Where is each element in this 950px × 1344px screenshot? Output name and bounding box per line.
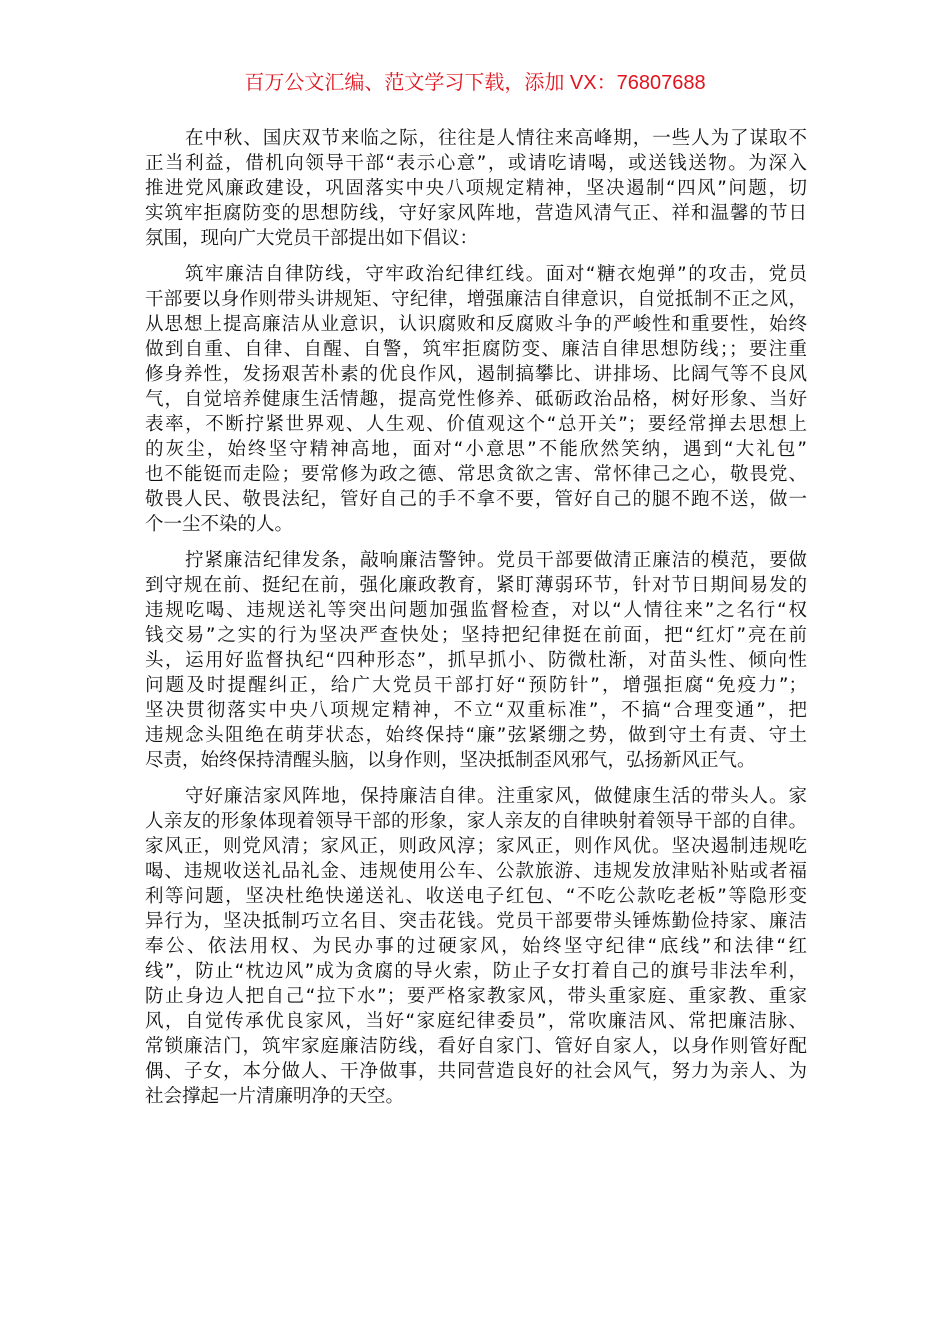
paragraph-line: 常锁廉洁门，筑牢家庭廉洁防线，看好自家门、管好自家人，以身作则管好配 (145, 1036, 807, 1057)
paragraph-line: 坚决贯彻落实中央八项规定精神，不立“双重标准”，不搞“合理变通”，把 (145, 700, 807, 721)
paragraph-line: 修身养性，发扬艰苦朴素的优良作风，遏制搞攀比、讲排场、比阔气等不良风 (145, 364, 807, 385)
paragraph-line: 到守规在前、挺纪在前，强化廉政教育，紧盯薄弱环节，针对节日期间易发的 (145, 575, 807, 596)
paragraph (145, 262, 807, 537)
paragraph-line: 气，自觉培养健康生活情趣，提高党性修养、砥砺政治品格，树好形象、当好 (145, 389, 807, 410)
paragraph-line: 干部要以身作则带头讲规矩、守纪律，增强廉洁自律意识，自觉抵制不正之风， (145, 289, 807, 310)
paragraph-line: 守好廉洁家风阵地，保持廉洁自律。注重家风，做健康生活的带头人。家 (185, 786, 807, 807)
paragraph-line: 做到自重、自律、自醒、自警，筑牢拒腐防变、廉洁自律思想防线；；要注重 (145, 339, 807, 360)
paragraph-line: 拧紧廉洁纪律发条，敲响廉洁警钟。党员干部要做清正廉洁的模范，要做 (185, 550, 807, 571)
paragraph-line: 钱交易”之实的行为坚决严查快处；坚持把纪律挺在前面，把“红灯”亮在前 (145, 625, 807, 646)
paragraph-line: 线”，防止“枕边风”成为贪腐的导火索，防止子女打着自己的旗号非法牟利， (145, 961, 807, 982)
paragraph-line: 问题及时提醒纠正，给广大党员干部打好“预防针”，增强拒腐“免疫力”； (145, 675, 807, 696)
paragraph-line: 异行为，坚决抵制巧立名目、突击花钱。党员干部要带头锤炼勤俭持家、廉洁 (145, 911, 807, 932)
paragraph-line: 社会撑起一片清廉明净的天空。 (145, 1086, 405, 1107)
paragraph-line: 利等问题，坚决杜绝快递送礼、收送电子红包、“不吃公款吃老板”等隐形变 (145, 886, 807, 907)
watermark-header: 百万公文汇编、范文学习下载，添加 VX：76807688 (244, 72, 706, 94)
paragraph-line: 表率，不断拧紧世界观、人生观、价值观这个“总开关”；要经常掸去思想上 (145, 414, 807, 435)
paragraph-line: 筑牢廉洁自律防线，守牢政治纪律红线。面对“糖衣炮弹”的攻击，党员 (185, 264, 807, 285)
paragraph-line: 风，自觉传承优良家风，当好“家庭纪律委员”，常吹廉洁风、常把廉洁脉、 (145, 1011, 807, 1032)
paragraph-line: 偶、子女，本分做人、干净做事，共同营造良好的社会风气，努力为亲人、为 (145, 1061, 807, 1082)
paragraph-line: 正当利益，借机向领导干部“表示心意”，或请吃请喝，或送钱送物。为深入 (145, 153, 807, 174)
paragraph-line: 敬畏人民、敬畏法纪，管好自己的手不拿不要，管好自己的腿不跑不送，做一 (145, 489, 807, 510)
paragraph-line: 从思想上提高廉洁从业意识，认识腐败和反腐败斗争的严峻性和重要性，始终 (145, 314, 807, 335)
paragraph-line: 头，运用好监督执纪“四种形态”，抓早抓小、防微杜渐，对苗头性、倾向性 (145, 650, 807, 671)
paragraph-line: 个一尘不染的人。 (145, 514, 294, 535)
paragraph-line: 在中秋、国庆双节来临之际，往往是人情往来高峰期，一些人为了谋取不 (185, 128, 807, 149)
paragraph-line: 的灰尘，始终坚守精神高地，面对“小意思”不能欣然笑纳，遇到“大礼包” (145, 439, 807, 460)
paragraph-line: 尽责，始终保持清醒头脑，以身作则，坚决抵制歪风邪气，弘扬新风正气。 (145, 750, 756, 771)
paragraph-line: 防止身边人把自己“拉下水”；要严格家教家风，带头重家庭、重家教、重家 (145, 986, 807, 1007)
paragraph-line: 喝、违规收送礼品礼金、违规使用公车、公款旅游、违规发放津贴补贴或者福 (145, 861, 807, 882)
paragraph-line: 实筑牢拒腐防变的思想防线，守好家风阵地，营造风清气正、祥和温馨的节日 (145, 203, 807, 224)
paragraph-line: 家风正，则党风清；家风正，则政风淳；家风正，则作风优。坚决遏制违规吃 (145, 836, 807, 857)
document-body (145, 126, 807, 1120)
paragraph-line: 也不能铤而走险；要常修为政之德、常思贪欲之害、常怀律己之心，敬畏党、 (145, 464, 807, 485)
paragraph-line: 氛围，现向广大党员干部提出如下倡议： (145, 228, 479, 249)
paragraph-line: 人亲友的形象体现着领导干部的形象，家人亲友的自律映射着领导干部的自律。 (145, 811, 807, 832)
paragraph-line: 推进党风廉政建设，巩固落实中央八项规定精神，坚决遏制“四风”问题，切 (145, 178, 807, 199)
paragraph-line: 违规吃喝、违规送礼等突出问题加强监督检查，对以“人情往来”之名行“权 (145, 600, 807, 621)
paragraph (145, 548, 807, 773)
paragraph-line: 奉公、依法用权、为民办事的过硬家风，始终坚守纪律“底线”和法律“红 (145, 936, 807, 957)
paragraph (145, 784, 807, 1109)
paragraph-line: 违规念头阻绝在萌芽状态，始终保持“廉”弦紧绷之势，做到守土有责、守土 (145, 725, 807, 746)
paragraph (145, 126, 807, 251)
